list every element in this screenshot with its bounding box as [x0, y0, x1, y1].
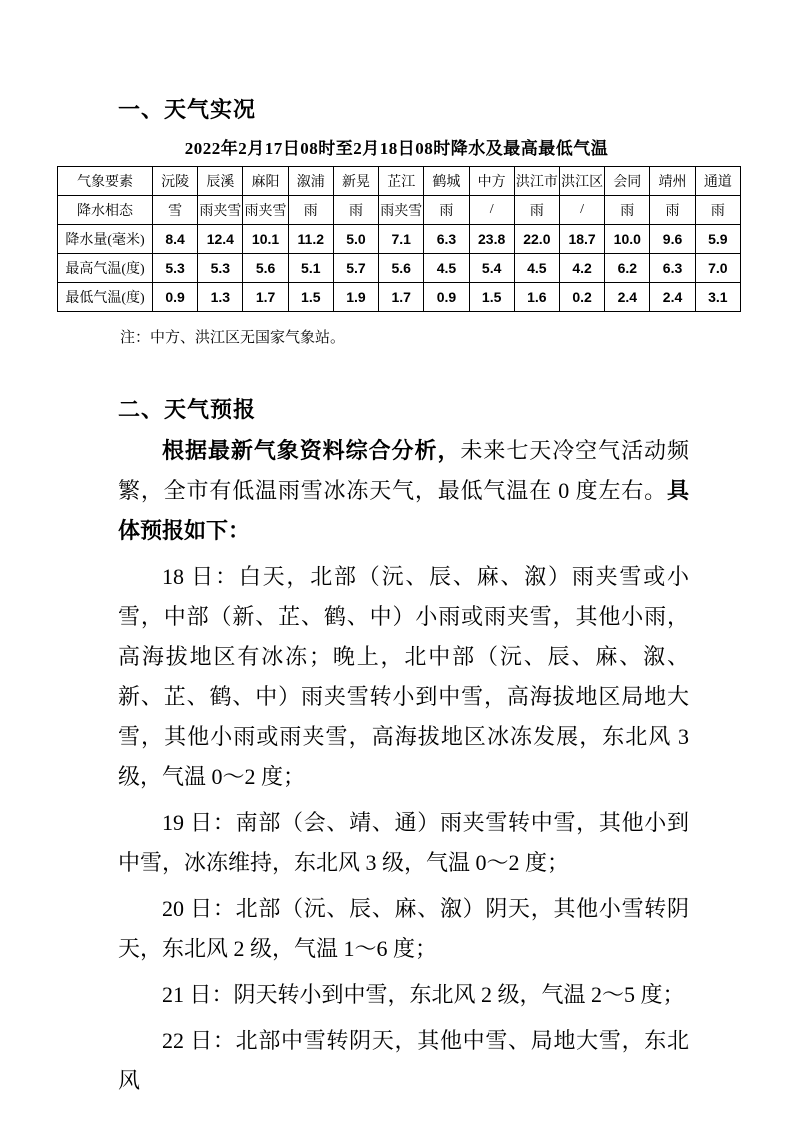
table-cell: 1.5: [288, 283, 333, 312]
table-cell: 雪: [153, 196, 198, 225]
table-note: 注：中方、洪江区无国家气象站。: [120, 330, 346, 346]
table-cell: 雨: [650, 196, 695, 225]
table-row-max-temp: [58, 254, 741, 283]
table-cell: 5.4: [469, 254, 514, 283]
table-cell: 5.0: [333, 225, 378, 254]
table-cell: 4.5: [424, 254, 469, 283]
table-cell: 6.3: [650, 254, 695, 283]
table-cell: 5.3: [153, 254, 198, 283]
section-one-title: 一、天气实况: [118, 97, 257, 122]
table-cell: 5.1: [288, 254, 333, 283]
table-cell: 9.6: [650, 225, 695, 254]
table-cell: 10.0: [605, 225, 650, 254]
forecast-paragraph-day21: 21 日：阴天转小到中雪，东北风 2 级，气温 2～5 度；: [162, 982, 685, 1007]
table-header-cell: 靖州: [650, 167, 695, 196]
table-cell: 6.2: [605, 254, 650, 283]
table-header-cell: 洪江市: [514, 167, 559, 196]
forecast-body: [0, 431, 793, 1101]
table-header-cell: 中方: [469, 167, 514, 196]
table-cell: 1.3: [198, 283, 243, 312]
forecast-paragraph-day19: 19 日：南部（会、靖、通）雨夹雪转中雪，其他小到中雪，冰冻维持，东北风 3 级，气温 0～2 度；: [118, 810, 689, 875]
table-cell: /: [469, 196, 514, 225]
table-cell: 2.4: [605, 283, 650, 312]
table-cell: 6.3: [424, 225, 469, 254]
table-cell: 雨夹雪: [243, 196, 288, 225]
table-cell: 0.9: [153, 283, 198, 312]
table-cell: 5.6: [379, 254, 424, 283]
table-cell: 5.3: [198, 254, 243, 283]
table-cell: 11.2: [288, 225, 333, 254]
table-cell: 23.8: [469, 225, 514, 254]
forecast-paragraph-day18: 18 日：白天，北部（沅、辰、麻、溆）雨夹雪或小雪，中部（新、芷、鹤、中）小雨或雨夹雪，其他小雨，高海拔地区有冰冻；晚上，北中部（沅、辰、麻、溆、新、芷、鹤、中）雨夹雪转小到中雪，高海拔地区局地大雪，其他小雨或雨夹雪，高海拔地区冰冻发展，东北风 3 级，气温 0～2 度；: [118, 564, 689, 789]
table-cell: 雨: [288, 196, 333, 225]
table-row-precip-amount: [58, 225, 741, 254]
table-header-cell: 新晃: [333, 167, 378, 196]
table-cell: 雨: [514, 196, 559, 225]
table-row-precip-type: [58, 196, 741, 225]
forecast-paragraph-day22: 22 日：北部中雪转阴天，其他中雪、局地大雪，东北风: [118, 1028, 689, 1093]
table-cell: 0.9: [424, 283, 469, 312]
forecast-paragraph-day20: 20 日：北部（沅、辰、麻、溆）阴天，其他小雪转阴天，东北风 2 级，气温 1～6 度；: [118, 896, 689, 961]
table-cell: 雨夹雪: [379, 196, 424, 225]
table-cell: 4.2: [559, 254, 604, 283]
table-cell: /: [559, 196, 604, 225]
table-cell: 8.4: [153, 225, 198, 254]
table-title: 2022年2月17日08时至2月18日08时降水及最高最低气温: [184, 139, 609, 158]
table-cell: 1.9: [333, 283, 378, 312]
table-header-cell: 辰溪: [198, 167, 243, 196]
intro-normal-text: 未来七天冷空气活动频繁，全市有低温雨雪冰冻天气，最低气温在 0 度左右。: [118, 438, 689, 503]
row-label: 最低气温(度): [58, 283, 153, 312]
table-cell: 3.1: [695, 283, 740, 312]
table-cell: 5.9: [695, 225, 740, 254]
table-cell: 1.7: [379, 283, 424, 312]
table-header-cell: 通道: [695, 167, 740, 196]
table-cell: 0.2: [559, 283, 604, 312]
table-cell: 2.4: [650, 283, 695, 312]
row-label: 最高气温(度): [58, 254, 153, 283]
table-cell: 雨: [695, 196, 740, 225]
table-row-min-temp: [58, 283, 741, 312]
table-header-row: [58, 167, 741, 196]
table-cell: 12.4: [198, 225, 243, 254]
table-cell: 4.5: [514, 254, 559, 283]
row-label: 降水相态: [58, 196, 153, 225]
weather-table: [57, 166, 741, 312]
table-cell: 1.7: [243, 283, 288, 312]
table-cell: 18.7: [559, 225, 604, 254]
row-label: 降水量(毫米): [58, 225, 153, 254]
table-header-cell: 洪江区: [559, 167, 604, 196]
table-header-cell: 溆浦: [288, 167, 333, 196]
intro-bold-tail: 具体预报如下：: [118, 478, 689, 543]
table-cell: 雨: [333, 196, 378, 225]
table-cell: 雨: [605, 196, 650, 225]
table-cell: 1.6: [514, 283, 559, 312]
table-cell: 7.0: [695, 254, 740, 283]
table-cell: 10.1: [243, 225, 288, 254]
table-cell: 22.0: [514, 225, 559, 254]
table-header-cell: 会同: [605, 167, 650, 196]
table-header-cell: 气象要素: [58, 167, 153, 196]
table-cell: 5.6: [243, 254, 288, 283]
table-cell: 雨: [424, 196, 469, 225]
table-header-cell: 芷江: [379, 167, 424, 196]
table-cell: 5.7: [333, 254, 378, 283]
intro-bold-lead: 根据最新气象资料综合分析，: [162, 438, 461, 463]
section-two-title: 二、天气预报: [118, 397, 257, 422]
table-cell: 7.1: [379, 225, 424, 254]
intro-paragraph: [118, 431, 689, 551]
table-header-cell: 鹤城: [424, 167, 469, 196]
table-header-cell: 麻阳: [243, 167, 288, 196]
table-cell: 雨夹雪: [198, 196, 243, 225]
table-header-cell: 沅陵: [153, 167, 198, 196]
table-cell: 1.5: [469, 283, 514, 312]
